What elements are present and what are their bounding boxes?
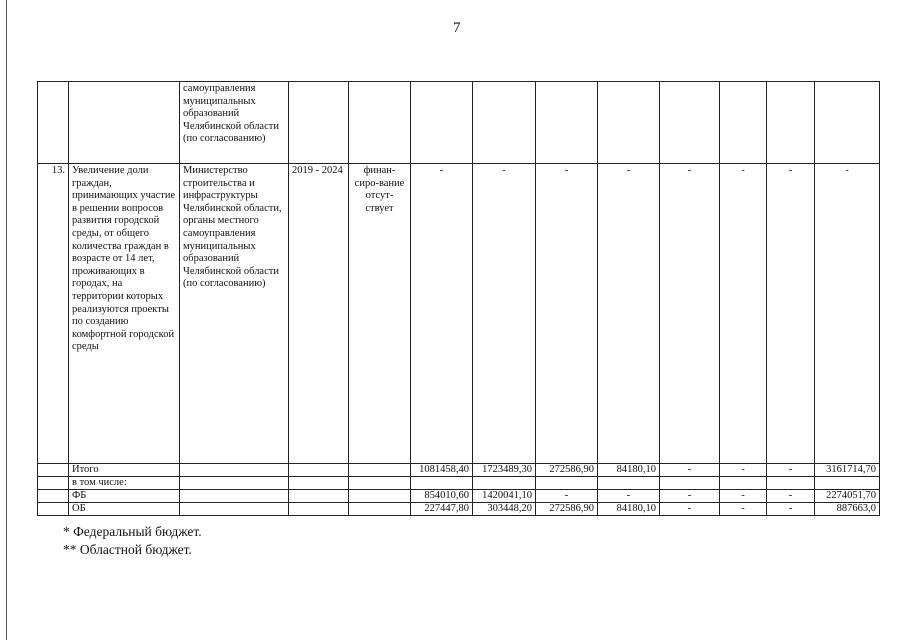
indicator-name: Увеличение доли граждан, принимающих участие в решении вопросов развития городской среды, от общего количества граждан в возрасте от 14 лет, проживающих в городах, на территории которых реализуются проекты по созданию комфортной городской среды xyxy=(69,164,180,464)
summary-value: - xyxy=(720,503,767,516)
summary-row-fb xyxy=(38,490,880,503)
budget-table xyxy=(37,81,880,516)
summary-value: 1420041,10 xyxy=(473,490,536,503)
footnotes xyxy=(63,523,202,559)
summary-value: 84180,10 xyxy=(598,503,660,516)
summary-value: 1723489,30 xyxy=(473,464,536,477)
summary-value: 272586,90 xyxy=(536,464,598,477)
summary-value: 303448,20 xyxy=(473,503,536,516)
summary-value: 3161714,70 xyxy=(815,464,880,477)
summary-row-including xyxy=(38,477,880,490)
footnote-federal: * Федеральный бюджет. xyxy=(63,524,202,539)
summary-label: ОБ xyxy=(69,503,180,516)
summary-value: 227447,80 xyxy=(411,503,473,516)
period: 2019 - 2024 xyxy=(289,164,349,464)
page-margin-line xyxy=(6,0,7,640)
value-cell: - xyxy=(411,164,473,464)
summary-value: 854010,60 xyxy=(411,490,473,503)
footnote-regional: ** Областной бюджет. xyxy=(63,542,192,557)
value-cell: - xyxy=(473,164,536,464)
value-cell: - xyxy=(536,164,598,464)
summary-value: - xyxy=(720,464,767,477)
funding-source: финан-сиро-вание отсут-ствует xyxy=(349,164,411,464)
cell-executor: самоуправления муниципальных образований Челябинской области (по согласованию) xyxy=(180,82,289,164)
summary-value: - xyxy=(660,503,720,516)
summary-value: - xyxy=(767,490,815,503)
cell-name xyxy=(69,82,180,164)
table-row-continuation xyxy=(38,82,880,164)
summary-label: Итого xyxy=(69,464,180,477)
summary-row-ob xyxy=(38,503,880,516)
summary-value: 1081458,40 xyxy=(411,464,473,477)
summary-value: - xyxy=(767,464,815,477)
summary-value: 887663,0 xyxy=(815,503,880,516)
summary-value: - xyxy=(598,490,660,503)
executor: Министерство строительства и инфраструктуры Челябинской области, органы местного самоуправления муниципальных образований Челябинской области (по согласованию) xyxy=(180,164,289,464)
value-cell: - xyxy=(720,164,767,464)
summary-value: - xyxy=(767,503,815,516)
table-row-13 xyxy=(38,164,880,464)
summary-label: ФБ xyxy=(69,490,180,503)
cell-num xyxy=(38,82,69,164)
summary-value: 272586,90 xyxy=(536,503,598,516)
summary-value: 84180,10 xyxy=(598,464,660,477)
summary-row-total xyxy=(38,464,880,477)
summary-label: в том числе: xyxy=(69,477,180,490)
summary-value: - xyxy=(536,490,598,503)
value-cell: - xyxy=(815,164,880,464)
value-cell: - xyxy=(660,164,720,464)
value-cell: - xyxy=(598,164,660,464)
value-cell: - xyxy=(767,164,815,464)
summary-value: - xyxy=(660,464,720,477)
page-number: 7 xyxy=(453,20,461,36)
summary-value: - xyxy=(660,490,720,503)
row-number: 13. xyxy=(38,164,69,464)
summary-value: - xyxy=(720,490,767,503)
summary-value: 2274051,70 xyxy=(815,490,880,503)
